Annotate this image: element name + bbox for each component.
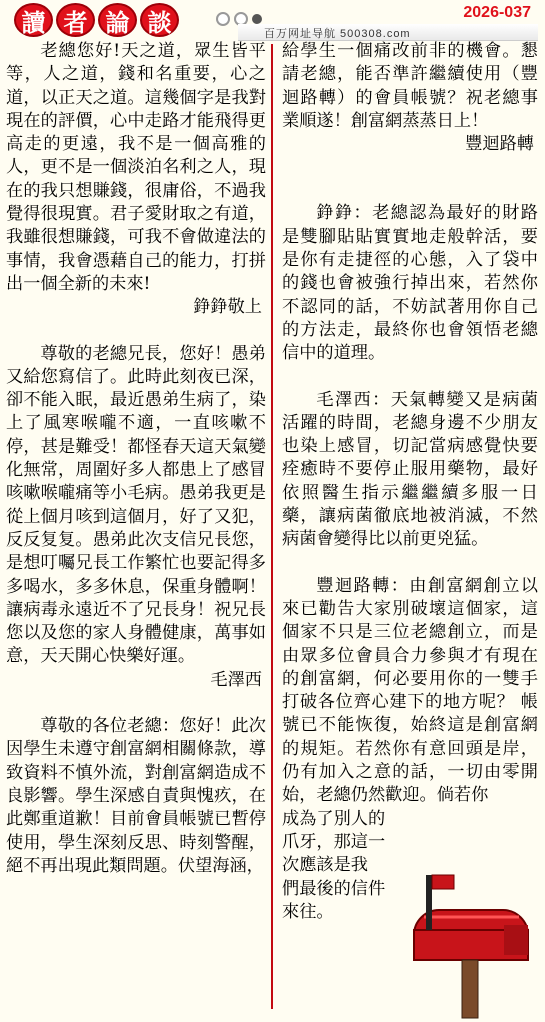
reply-paragraph: 豐迴路轉：由創富網創立以來已勸告大家別破壞這個家，這個家不只是三位老總創立，而是由眾多位會員合力參與才有現在的創富網，何必要用你的一雙手打破各位齊心建下的地方呢？ 帳號已不能恢復，始終這是創富網的規矩。若然你有意回頭是岸，仍有加入之意的話，一切由零開始，老總仍然歡迎。倘若你	[282, 575, 538, 806]
page-title	[14, 3, 179, 37]
column-divider	[271, 44, 273, 1009]
circle-icon	[216, 12, 230, 26]
letter-signature: 豐迴路轉	[465, 134, 534, 155]
reply-line: 爪牙，那這一	[282, 831, 386, 852]
dot-icon	[252, 14, 262, 24]
reply-paragraph: 毛澤西：天氣轉變又是病菌活躍的時間，老總身邊不少朋友也染上感冒，切記當病感覺快要痊癒時不要停止服用藥物，最好依照醫生指示繼繼續多服一日藥，讓病菌徹底地被消滅，不然病菌會變得比以前更兇猛。	[282, 389, 538, 550]
title-char: 談	[140, 3, 179, 37]
reply-line: 次應該是我	[282, 855, 368, 876]
letter-paragraph: 尊敬的老總兄長，您好！愚弟又給您寫信了。此時此刻夜已深，卻不能入眠，最近愚弟生病了，染上了風寒喉嚨不適，一直咳嗽不停，甚是難受！都怪春天這天氣變化無常，周圍好多人都患上了感冒咳嗽喉嚨痛等小毛病。愚弟我更是從上個月咳到這個月，好了又犯，反反复复。愚弟此次支信兄長您，是想叮囑兄長工作繁忙也要記得多多喝水，多多休息，保重身體啊！讓病毒永遠近不了兄長身！祝兄長您以及您的家人身體健康，萬事如意，天天開心快樂好運。	[6, 343, 266, 667]
issue-number: 2026-037	[463, 4, 531, 21]
site-url: 百万网址导航 500308.com	[264, 28, 411, 40]
left-column	[6, 40, 266, 878]
letter-paragraph: 老總您好!天之道，眾生皆平等，人之道，錢和名重要，心之道，以正天之道。這幾個字是我對現在的評價，心中走路才能飛得更高走的更遠，我不是一個高雅的人，更不是一個淡泊名利之人，現在的我只想賺錢，很庸俗，不過我覺得很現實。君子愛財取之有道，我雖很想賺錢，可我不會做違法的事情，我會憑藉自己的能力，打拼出一個全新的未來!	[6, 41, 266, 294]
reply-line: 來往。	[282, 901, 334, 922]
letter-signature: 錚錚敬上	[193, 297, 262, 318]
reply-line: 們最後的信件	[282, 878, 386, 899]
site-banner	[238, 24, 538, 41]
letter-paragraph: 尊敬的各位老總：您好！此次因學生未遵守創富網相關條款，導致資料不慎外流，對創富網造成不良影響。學生深感自責與愧疚，在此鄭重道歉！目前會員帳號已暫停使用，學生深刻反思、時刻警醒，絕不再出現此類問題。伏望海涵，	[6, 716, 266, 876]
title-char: 讀	[14, 3, 53, 37]
title-char: 者	[56, 3, 95, 37]
mailbox-icon	[404, 855, 538, 1020]
letter-signature: 毛澤西	[210, 669, 262, 690]
right-column	[282, 40, 538, 924]
reply-line: 成為了別人的	[282, 808, 386, 829]
letter-paragraph: 給學生一個痛改前非的機會。懇請老總，能否準許繼續使用（豐迴路轉）的會員帳號？祝老總事業順遂！創富網蒸蒸日上！	[282, 41, 538, 131]
reply-paragraph: 錚錚：老總認為最好的財路是雙腳貼貼實實地走般幹活，要是你有走捷徑的心態，入了袋中的錢也會被強行掉出來，若然你不認同的話，不妨試著用你自己的方法走，最終你也會領悟老總信中的道理。	[282, 203, 538, 364]
title-char: 論	[98, 3, 137, 37]
header	[0, 0, 545, 40]
